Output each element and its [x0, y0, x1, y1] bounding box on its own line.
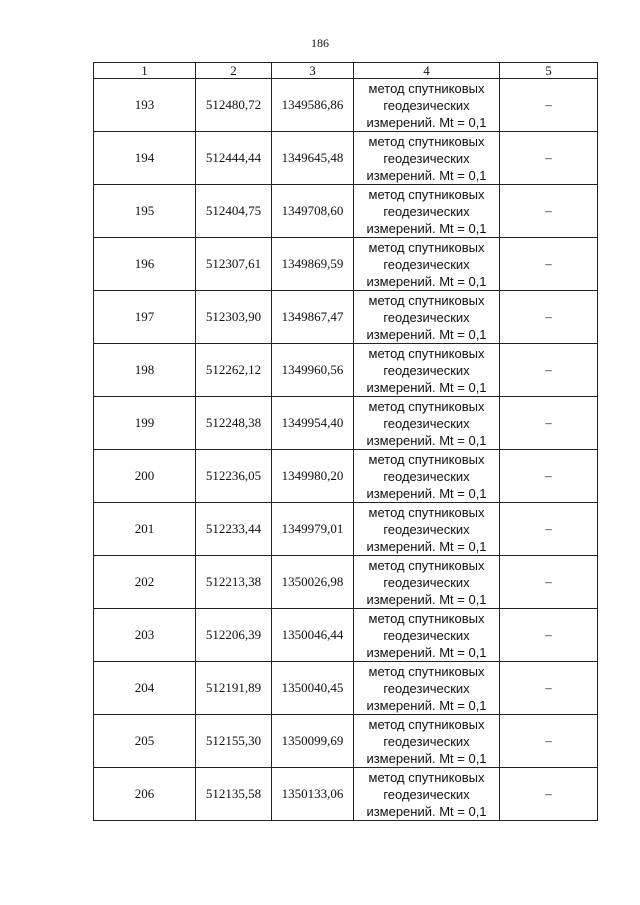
method-cell — [354, 768, 500, 821]
method-line: измерений. Mt = 0,1 — [366, 432, 487, 448]
method-cell — [354, 662, 500, 715]
point-number-cell: 205 — [94, 715, 196, 768]
note-cell: – — [500, 556, 598, 609]
method-line: измерений. Mt = 0,1 — [366, 167, 487, 183]
note-cell: – — [500, 715, 598, 768]
point-number-cell: 202 — [94, 556, 196, 609]
method-cell — [354, 450, 500, 503]
table-row — [94, 768, 598, 821]
method-line: измерений. Mt = 0,1 — [366, 644, 487, 660]
point-number-cell: 194 — [94, 132, 196, 185]
x-coordinate-cell: 512307,61 — [196, 238, 272, 291]
y-coordinate-cell: 1349645,48 — [272, 132, 354, 185]
method-line: метод спутниковых — [368, 610, 485, 626]
x-coordinate-cell: 512262,12 — [196, 344, 272, 397]
table-row — [94, 132, 598, 185]
method-line: геодезических — [383, 415, 470, 431]
note-cell: – — [500, 450, 598, 503]
table-row — [94, 344, 598, 397]
method-cell — [354, 132, 500, 185]
table-row — [94, 185, 598, 238]
y-coordinate-cell: 1350040,45 — [272, 662, 354, 715]
method-line: измерений. Mt = 0,1 — [366, 220, 487, 236]
method-line: метод спутниковых — [368, 133, 485, 149]
point-number-cell: 200 — [94, 450, 196, 503]
x-coordinate-cell: 512155,30 — [196, 715, 272, 768]
method-line: геодезических — [383, 97, 470, 113]
method-line: геодезических — [383, 150, 470, 166]
table-row — [94, 450, 598, 503]
method-line: метод спутниковых — [368, 504, 485, 520]
method-cell — [354, 344, 500, 397]
table-row — [94, 556, 598, 609]
note-cell: – — [500, 768, 598, 821]
method-cell — [354, 238, 500, 291]
note-cell: – — [500, 132, 598, 185]
y-coordinate-cell: 1349960,56 — [272, 344, 354, 397]
y-coordinate-cell: 1349980,20 — [272, 450, 354, 503]
point-number-cell: 197 — [94, 291, 196, 344]
y-coordinate-cell: 1349867,47 — [272, 291, 354, 344]
y-coordinate-cell: 1349869,59 — [272, 238, 354, 291]
method-line: геодезических — [383, 627, 470, 643]
y-coordinate-cell: 1350046,44 — [272, 609, 354, 662]
method-line: метод спутниковых — [368, 557, 485, 573]
method-line: измерений. Mt = 0,1 — [366, 591, 487, 607]
x-coordinate-cell: 512191,89 — [196, 662, 272, 715]
method-line: измерений. Mt = 0,1 — [366, 803, 487, 819]
column-header-note: 5 — [500, 63, 598, 79]
point-number-cell: 206 — [94, 768, 196, 821]
method-cell — [354, 609, 500, 662]
y-coordinate-cell: 1349979,01 — [272, 503, 354, 556]
y-coordinate-cell: 1349708,60 — [272, 185, 354, 238]
method-cell — [354, 291, 500, 344]
method-line: измерений. Mt = 0,1 — [366, 485, 487, 501]
method-cell — [354, 185, 500, 238]
column-header-x: 2 — [196, 63, 272, 79]
table-row — [94, 609, 598, 662]
point-number-cell: 199 — [94, 397, 196, 450]
note-cell: – — [500, 185, 598, 238]
method-line: измерений. Mt = 0,1 — [366, 697, 487, 713]
x-coordinate-cell: 512248,38 — [196, 397, 272, 450]
column-header-method: 4 — [354, 63, 500, 79]
x-coordinate-cell: 512480,72 — [196, 79, 272, 132]
method-cell — [354, 79, 500, 132]
method-line: метод спутниковых — [368, 398, 485, 414]
method-line: геодезических — [383, 256, 470, 272]
table-row — [94, 291, 598, 344]
x-coordinate-cell: 512206,39 — [196, 609, 272, 662]
method-line: геодезических — [383, 309, 470, 325]
method-line: метод спутниковых — [368, 451, 485, 467]
x-coordinate-cell: 512135,58 — [196, 768, 272, 821]
method-line: метод спутниковых — [368, 292, 485, 308]
x-coordinate-cell: 512233,44 — [196, 503, 272, 556]
y-coordinate-cell: 1350026,98 — [272, 556, 354, 609]
method-line: геодезических — [383, 521, 470, 537]
method-line: измерений. Mt = 0,1 — [366, 114, 487, 130]
method-line: геодезических — [383, 468, 470, 484]
x-coordinate-cell: 512404,75 — [196, 185, 272, 238]
method-line: метод спутниковых — [368, 345, 485, 361]
column-header-y: 3 — [272, 63, 354, 79]
table-row — [94, 238, 598, 291]
method-line: измерений. Mt = 0,1 — [366, 379, 487, 395]
method-line: измерений. Mt = 0,1 — [366, 538, 487, 554]
note-cell: – — [500, 609, 598, 662]
method-line: измерений. Mt = 0,1 — [366, 750, 487, 766]
x-coordinate-cell: 512236,05 — [196, 450, 272, 503]
note-cell: – — [500, 291, 598, 344]
note-cell: – — [500, 662, 598, 715]
method-line: метод спутниковых — [368, 239, 485, 255]
method-cell — [354, 715, 500, 768]
method-line: метод спутниковых — [368, 663, 485, 679]
y-coordinate-cell: 1349586,86 — [272, 79, 354, 132]
y-coordinate-cell: 1349954,40 — [272, 397, 354, 450]
note-cell: – — [500, 238, 598, 291]
note-cell: – — [500, 397, 598, 450]
method-cell — [354, 397, 500, 450]
point-number-cell: 204 — [94, 662, 196, 715]
note-cell: – — [500, 503, 598, 556]
point-number-cell: 198 — [94, 344, 196, 397]
x-coordinate-cell: 512444,44 — [196, 132, 272, 185]
table-row — [94, 397, 598, 450]
table-body — [94, 79, 598, 821]
x-coordinate-cell: 512213,38 — [196, 556, 272, 609]
y-coordinate-cell: 1350099,69 — [272, 715, 354, 768]
point-number-cell: 193 — [94, 79, 196, 132]
method-line: метод спутниковых — [368, 769, 485, 785]
table-row — [94, 503, 598, 556]
note-cell: – — [500, 344, 598, 397]
table-row — [94, 715, 598, 768]
point-number-cell: 203 — [94, 609, 196, 662]
method-cell — [354, 503, 500, 556]
point-number-cell: 196 — [94, 238, 196, 291]
y-coordinate-cell: 1350133,06 — [272, 768, 354, 821]
method-line: геодезических — [383, 733, 470, 749]
method-line: метод спутниковых — [368, 186, 485, 202]
point-number-cell: 195 — [94, 185, 196, 238]
method-line: геодезических — [383, 203, 470, 219]
method-cell — [354, 556, 500, 609]
table-row — [94, 79, 598, 132]
method-line: метод спутниковых — [368, 716, 485, 732]
method-line: геодезических — [383, 680, 470, 696]
note-cell: – — [500, 79, 598, 132]
point-number-cell: 201 — [94, 503, 196, 556]
x-coordinate-cell: 512303,90 — [196, 291, 272, 344]
method-line: геодезических — [383, 786, 470, 802]
method-line: измерений. Mt = 0,1 — [366, 273, 487, 289]
column-header-number: 1 — [94, 63, 196, 79]
method-line: измерений. Mt = 0,1 — [366, 326, 487, 342]
method-line: метод спутниковых — [368, 80, 485, 96]
coordinates-table — [93, 62, 598, 821]
page-number: 186 — [311, 36, 329, 50]
method-line: геодезических — [383, 574, 470, 590]
table-row — [94, 662, 598, 715]
table-header-row — [94, 63, 598, 79]
method-line: геодезических — [383, 362, 470, 378]
